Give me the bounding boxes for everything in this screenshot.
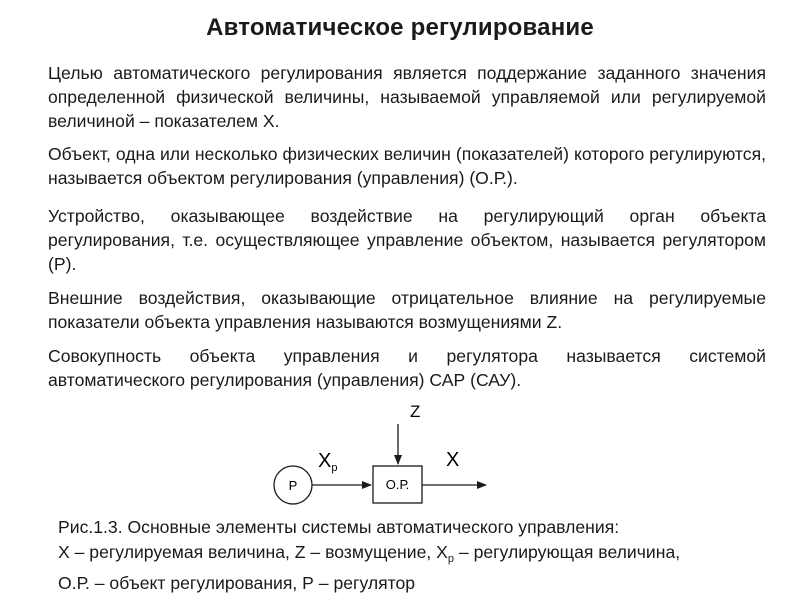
paragraph-goal: Целью автоматического регулирования является поддержание заданного значения определенной физической величины, называемой управляемой или регулируемой величиной – показателем X. bbox=[48, 63, 766, 131]
figure-caption bbox=[58, 515, 778, 596]
paragraph-object: Объект, одна или несколько физических величин (показателей) которого регулируются, называется объектом регулирования (управления) (О.Р.). bbox=[48, 144, 766, 188]
page-title: Автоматическое регулирование bbox=[206, 14, 594, 41]
caption-line-1: Рис.1.3. Основные элементы системы автоматического управления: bbox=[58, 517, 620, 537]
paragraph-system: Совокупность объекта управления и регулятора называется системой автоматического регулирования (управления) САР (САУ). bbox=[48, 346, 766, 390]
caption-line-2-end: – регулирующая величина, bbox=[458, 541, 681, 562]
disturbance-label: Z bbox=[410, 402, 421, 421]
caption-line-2-start: X – регулируемая величина, Z – возмущение, X bbox=[58, 541, 448, 562]
caption-line-2-sub: р bbox=[447, 552, 454, 565]
control-label bbox=[318, 450, 337, 474]
paragraph-regulator: Устройство, оказывающее воздействие на регулирующий орган объекта регулирования, т.е. осуществляющее управление объектом, называется регулятором (Р). bbox=[48, 206, 766, 274]
output-label: X bbox=[446, 449, 460, 471]
regulator-label: Р bbox=[288, 478, 298, 493]
caption-line-2 bbox=[58, 540, 778, 572]
paragraph-disturbance: Внешние воздействия, оказывающие отрицательное влияние на регулируемые показатели объекта управления называются возмущениями Z. bbox=[48, 288, 766, 332]
object-label: О.Р. bbox=[385, 477, 410, 492]
control-label-sub: р bbox=[331, 462, 338, 474]
caption-line-3: О.Р. – объект регулирования, Р – регулятор bbox=[58, 573, 416, 593]
control-label-main: X bbox=[318, 450, 332, 472]
